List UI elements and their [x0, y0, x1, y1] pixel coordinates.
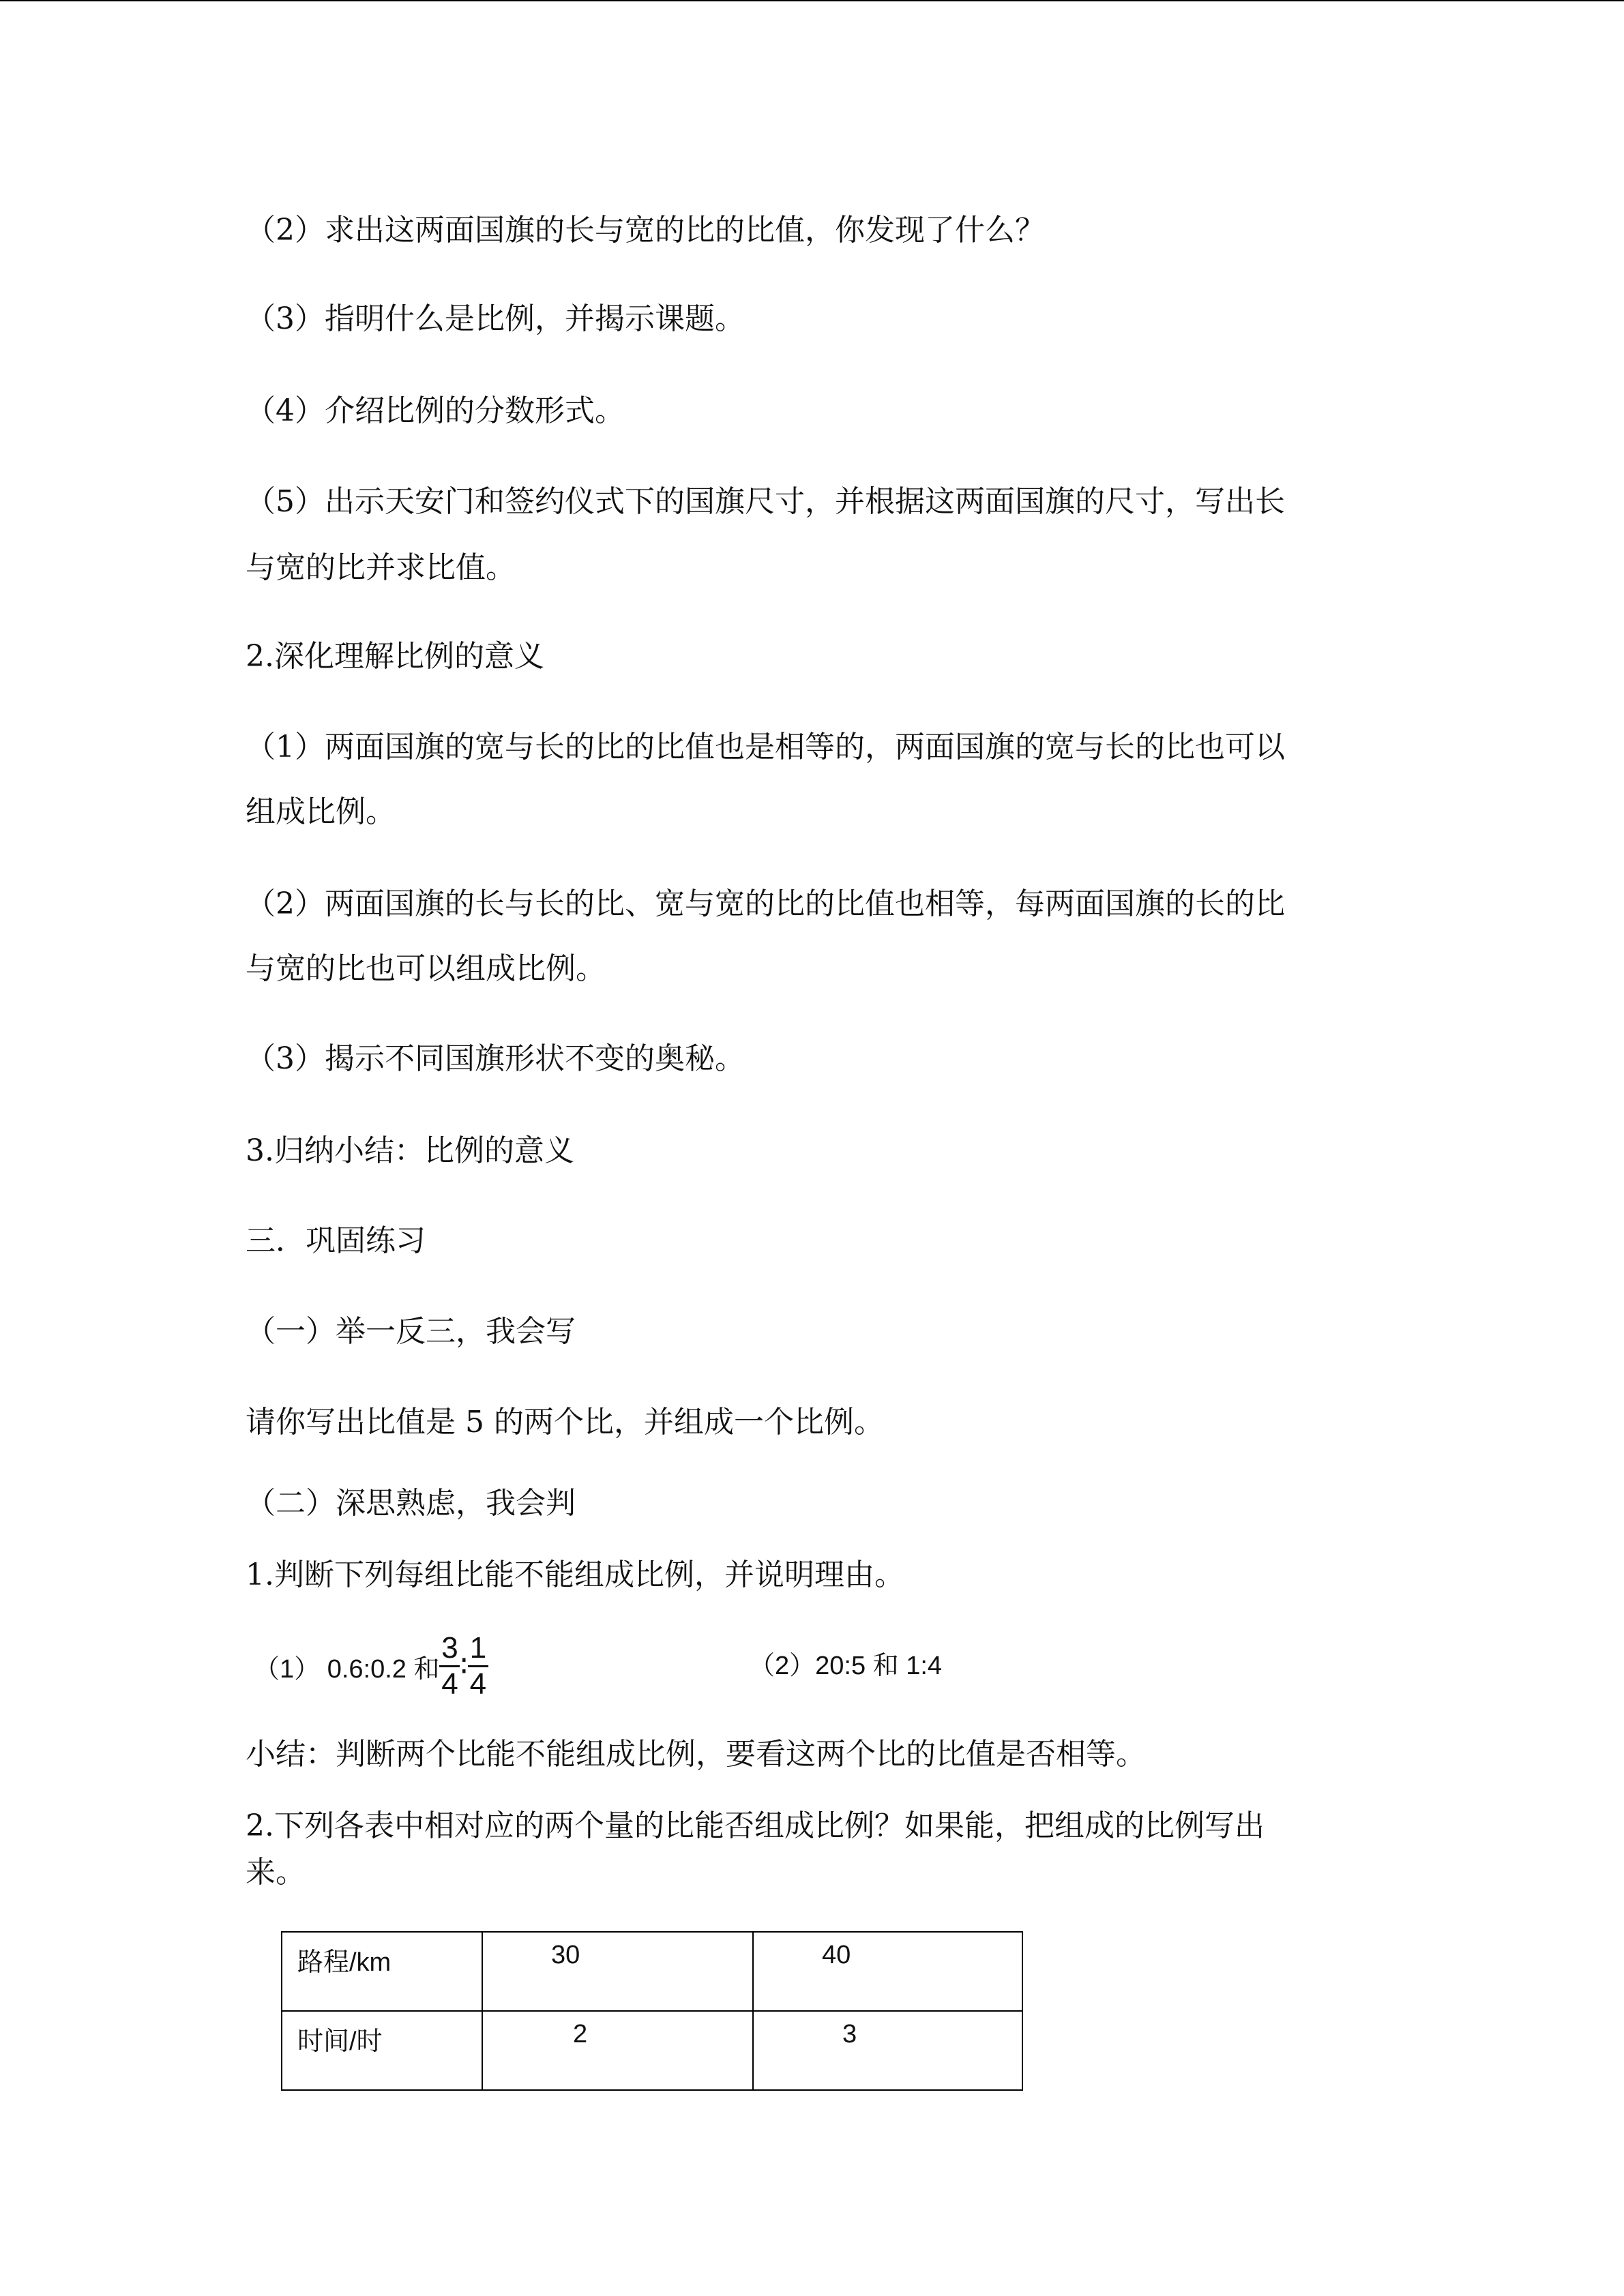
exercise-item-2: （2）20:5 和 1:4: [749, 1652, 943, 1680]
point-2-line2: 与宽的比也可以组成比例。: [246, 951, 606, 986]
practice-heading: 三．巩固练习: [246, 1223, 426, 1258]
step-3-text: （3）指明什么是比例，并揭示课题。: [246, 301, 745, 336]
point-1-line1: （1）两面国旗的宽与长的比的比值也是相等的，两面国旗的宽与长的比也可以: [246, 730, 1285, 764]
fraction-three-quarters: $\frac{3}{4}$: [439, 1631, 460, 1701]
table-cell: 30: [482, 1932, 753, 2011]
table-cell: 路程/km: [282, 1932, 482, 2011]
top-border: [0, 0, 1624, 1]
exercise-item-1: [254, 1628, 488, 1703]
table-row: [282, 2011, 1022, 2090]
step-5-text-line2: 与宽的比并求比值。: [246, 550, 516, 585]
judge-task-2-line2: 来。: [246, 1855, 306, 1890]
table-cell: 40: [753, 1932, 1022, 2011]
point-1-line2: 组成比例。: [246, 794, 396, 829]
point-3-text: （3）揭示不同国旗形状不变的奥秘。: [246, 1041, 745, 1076]
ratio-colon: ∶: [460, 1648, 468, 1684]
step-2-question: （2）求出这两面国旗的长与宽的比的比值，你发现了什么？: [246, 213, 1045, 248]
distance-time-table: [281, 1931, 1023, 2091]
practice-part-1-task: 请你写出比值是 5 的两个比，并组成一个比例。: [246, 1405, 884, 1440]
exercise-item-1-text: （1） 0.6:0.2 和: [254, 1654, 440, 1684]
section-2-heading: 2.深化理解比例的意义: [246, 639, 544, 674]
table-row: [282, 1932, 1022, 2011]
judge-task-1: 1.判断下列每组比能不能组成比例，并说明理由。: [246, 1557, 904, 1592]
table-cell: 2: [482, 2011, 753, 2090]
step-4-text: （4）介绍比例的分数形式。: [246, 393, 625, 428]
point-2-line1: （2）两面国旗的长与长的比、宽与宽的比的比值也相等，每两面国旗的长的比: [246, 886, 1285, 921]
section-3-heading: 3.归纳小结：比例的意义: [246, 1133, 574, 1168]
fraction-one-quarter: $\frac{1}{4}$: [468, 1631, 488, 1701]
judge-task-2-line1: 2.下列各表中相对应的两个量的比能否组成比例？如果能，把组成的比例写出: [246, 1808, 1265, 1843]
table-cell: 时间/时: [282, 2011, 482, 2090]
table-cell: 3: [753, 2011, 1022, 2090]
step-5-text-line1: （5）出示天安门和签约仪式下的国旗尺寸，并根据这两面国旗的尺寸，写出长: [246, 484, 1285, 519]
summary-text: 小结：判断两个比能不能组成比例，要看这两个比的比值是否相等。: [246, 1737, 1146, 1772]
practice-part-2-heading: （二）深思熟虑，我会判: [246, 1486, 576, 1521]
practice-part-1-heading: （一）举一反三，我会写: [246, 1314, 576, 1349]
